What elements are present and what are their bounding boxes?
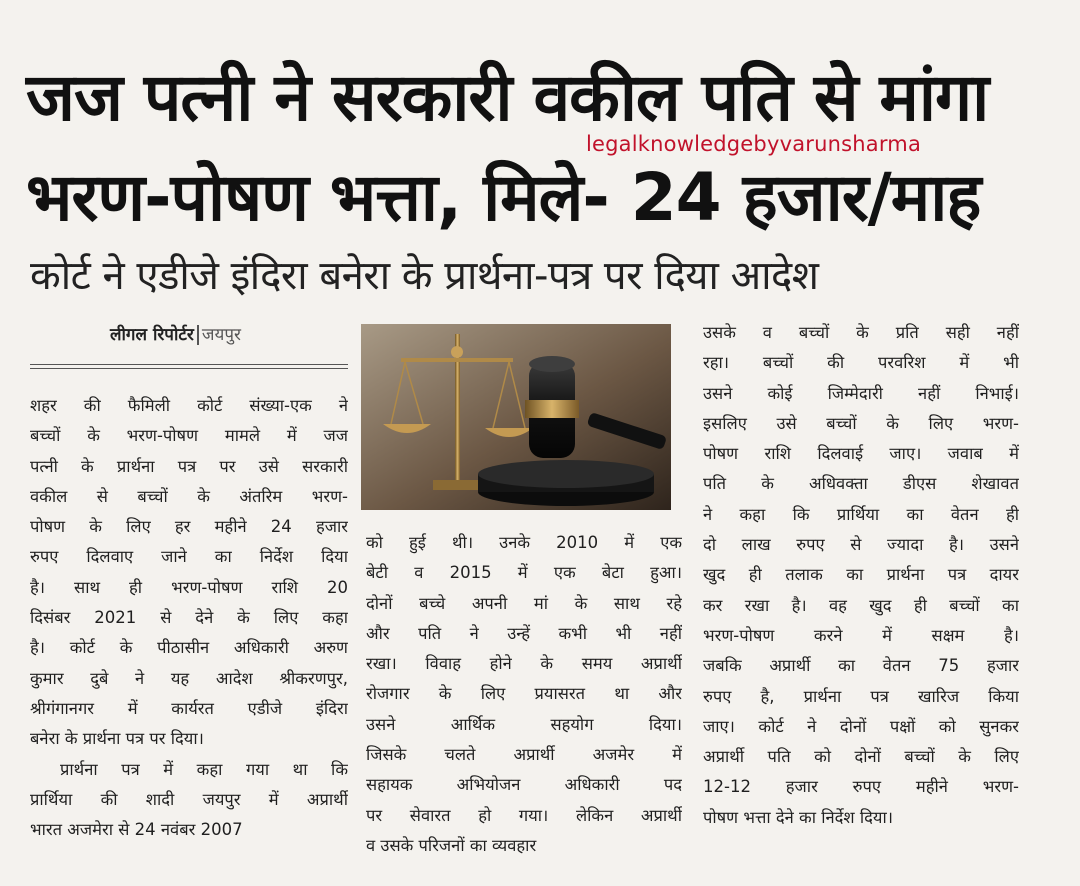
byline-separator (197, 325, 199, 345)
article-line: प्रार्थिया की शादी जयपुर में अप्रार्थी (30, 789, 348, 809)
article-line: खुद ही तलाक का प्रार्थना पत्र दायर (703, 565, 1019, 585)
headline-line-1: जज पत्नी ने सरकारी वकील पति से मांगा (26, 59, 989, 136)
article-line: रुपए है, प्रार्थना पत्र खारिज किया (703, 686, 1019, 706)
article-line: भारत अजमेरा से 24 नवंबर 2007 (30, 820, 243, 840)
byline-rule (30, 364, 348, 369)
article-line: पोषण भत्ता देने का निर्देश दिया। (703, 807, 894, 827)
subheadline: कोर्ट ने एडीजे इंदिरा बनेरा के प्रार्थना-पत्र पर दिया आदेश (30, 253, 819, 299)
article-line: पति के अधिवक्ता डीएस शेखावत (703, 474, 1019, 494)
headline-line-2: भरण-पोषण भत्ता, मिले- 24 हजार/माह (26, 159, 981, 236)
article-column-1 (30, 391, 348, 845)
article-line: सहायक अभियोजन अधिकारी पद (366, 775, 682, 795)
article-line: उसने आर्थिक सहयोग दिया। (366, 714, 682, 734)
article-line: उसके व बच्चों के प्रति सही नहीं (703, 323, 1019, 342)
article-line: श्रीगंगानगर में कार्यरत एडीजे इंदिरा (30, 698, 348, 718)
article-line: 12-12 हजार रुपए महीने भरण- (703, 777, 1019, 797)
article-line: ने कहा कि प्रार्थिया का वेतन ही (703, 504, 1019, 524)
article-line: शहर की फैमिली कोर्ट संख्या-एक ने (30, 396, 348, 415)
watermark: legalknowledgebyvarunsharma (586, 132, 922, 156)
article-line: दो लाख रुपए से ज्यादा है। उसने (703, 535, 1019, 555)
byline-city: जयपुर (201, 325, 241, 345)
article-line: है। साथ ही भरण-पोषण राशि 20 (30, 577, 348, 597)
article-line: प्रार्थना पत्र में कहा गया था कि (60, 759, 348, 779)
article-line: व उसके परिजनों का व्यवहार (366, 835, 537, 855)
article-line: जाए। कोर्ट ने दोनों पक्षों को सुनकर (703, 716, 1019, 736)
article-column-3 (703, 318, 1019, 833)
article-line: दोनों बच्चे अपनी मां के साथ रहे (366, 593, 682, 613)
article-line: है। कोर्ट के पीठासीन अधिकारी अरुण (30, 638, 348, 658)
article-line: कुमार दुबे ने यह आदेश श्रीकरणपुर, (30, 668, 348, 688)
article-line: पोषण के लिए हर महीने 24 हजार (30, 517, 348, 537)
article-line: दिसंबर 2021 से देने के लिए कहा (30, 608, 348, 628)
article-line: पर सेवारत हो गया। लेकिन अप्रार्थी (366, 805, 682, 825)
article-line: उसने कोई जिम्मेदारी नहीं निभाई। (703, 383, 1019, 403)
article-line: कर रखा है। वह खुद ही बच्चों का (703, 595, 1019, 615)
article-line: रोजगार के लिए प्रयासरत था और (366, 684, 682, 704)
article-line: बेटी व 2015 में एक बेटा हुआ। (366, 563, 682, 583)
article-line: को हुई थी। उनके 2010 में एक (366, 533, 682, 552)
gavel-and-scales-image (361, 324, 671, 510)
article-line: रहा। बच्चों की परवरिश में भी (703, 353, 1019, 373)
article-line: बनेरा के प्रार्थना पत्र पर दिया। (30, 729, 204, 749)
article-line: अप्रार्थी पति को दोनों बच्चों के लिए (703, 747, 1019, 767)
gavel-image-svg (361, 324, 671, 510)
byline (110, 322, 241, 345)
article-line: वकील से बच्चों के अंतरिम भरण- (30, 486, 348, 506)
article-line: जिसके चलते अप्रार्थी अजमेर में (366, 745, 682, 765)
article-line: पत्नी के प्रार्थना पत्र पर उसे सरकारी (30, 456, 348, 476)
article-line: रुपए दिलवाए जाने का निर्देश दिया (30, 547, 348, 567)
article-line: और पति ने उन्हें कभी भी नहीं (366, 623, 682, 643)
article-column-2 (366, 528, 682, 861)
byline-reporter: लीगल रिपोर्टर (110, 325, 194, 345)
article-line: बच्चों के भरण-पोषण मामले में जज (30, 426, 348, 446)
article-line: पोषण राशि दिलवाई जाए। जवाब में (703, 444, 1019, 464)
article-line: भरण-पोषण करने में सक्षम है। (703, 625, 1019, 645)
article-line: जबकि अप्रार्थी का वेतन 75 हजार (703, 656, 1019, 676)
article-line: इसलिए उसे बच्चों के लिए भरण- (703, 413, 1019, 433)
article-line: रखा। विवाह होने के समय अप्रार्थी (366, 654, 682, 674)
